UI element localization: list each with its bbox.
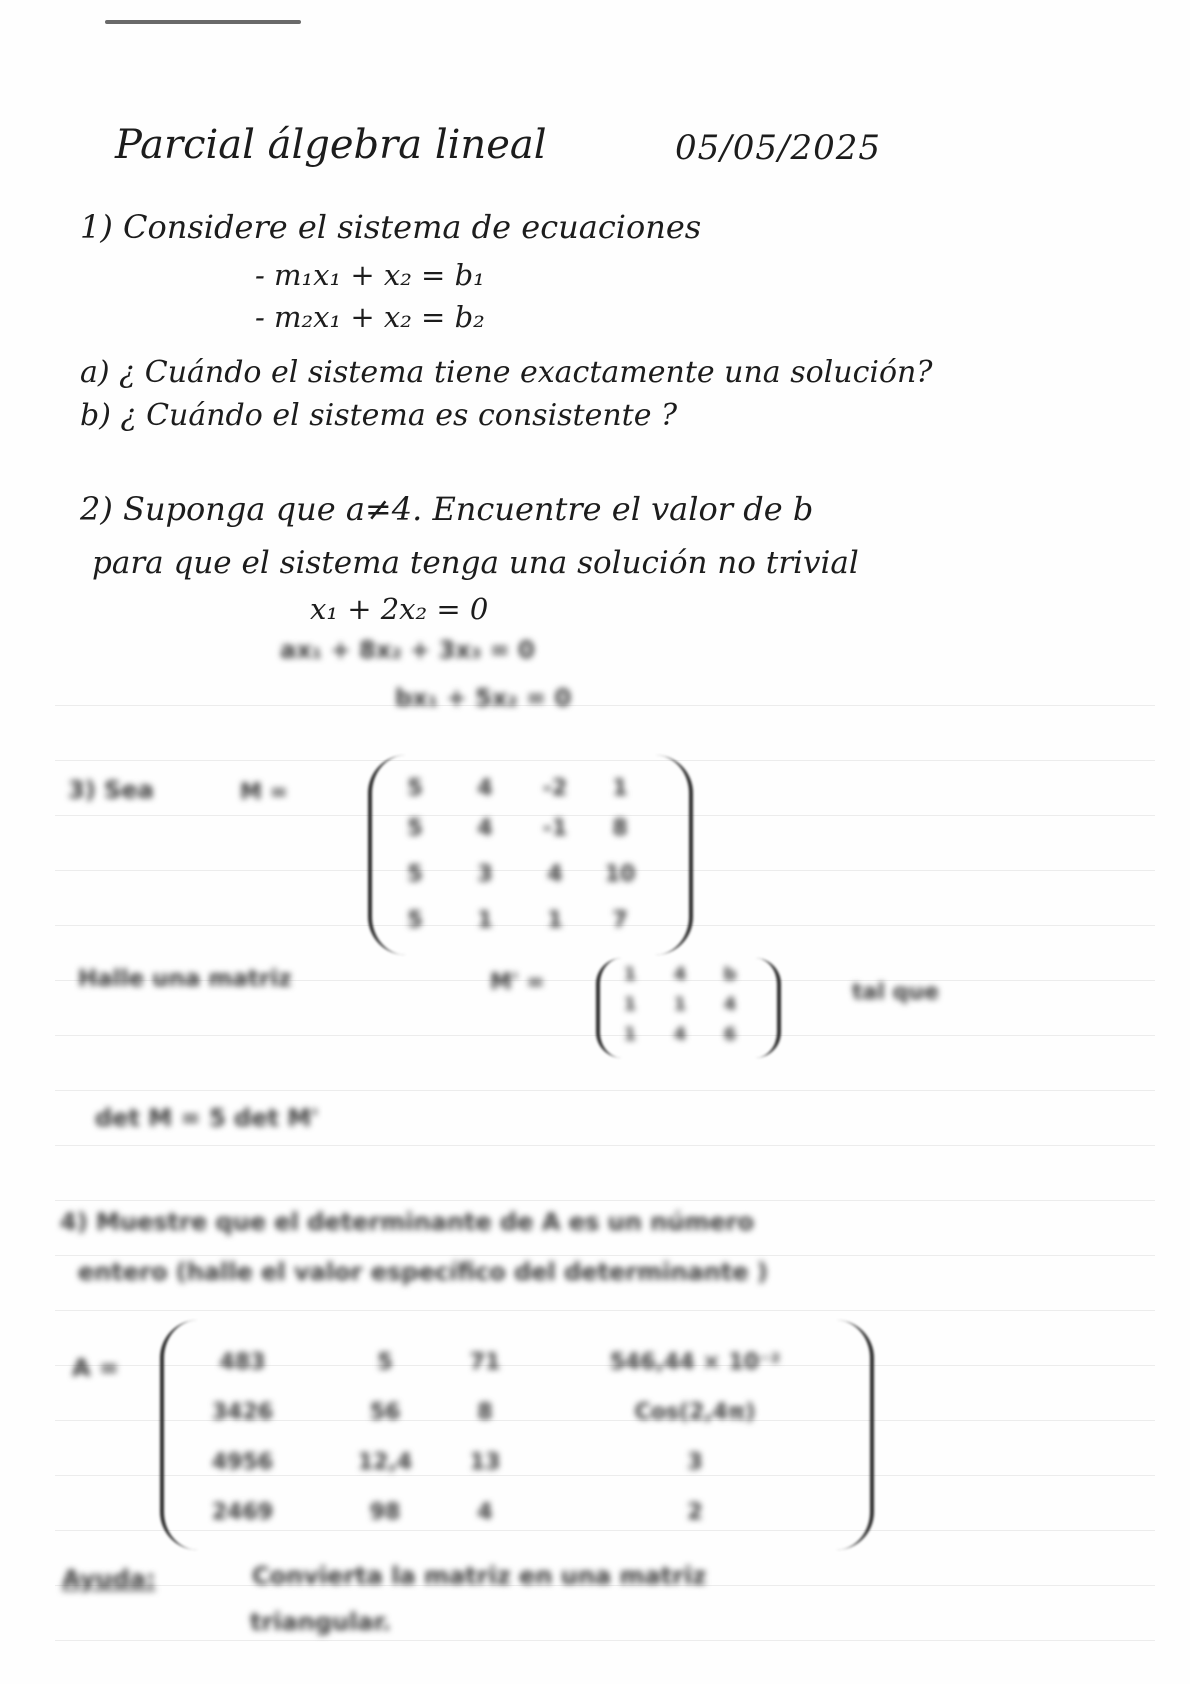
ruled-line [55,1475,1155,1476]
q3-such-that: tal que [852,980,939,1005]
matrix-cell: 1 [623,1024,637,1045]
matrix-cell: 56 [369,1400,401,1425]
q3-matrix-name: M = [240,780,288,805]
q3-m-prime-label: M' = [490,970,545,995]
matrix-cell: 7 [612,908,628,933]
ruled-line [55,1200,1155,1201]
matrix-cell: 5 [377,1350,393,1375]
matrix-cell: -2 [542,776,568,801]
matrix-cell: 6 [723,1024,737,1045]
q3-condition: det M = 5 det M' [95,1104,319,1132]
q2-line-2: para que el sistema tenga una solución no trivial [92,545,859,581]
q1-equation-1: - m₁x₁ + x₂ = b₁ [255,258,485,292]
ruled-line [55,1310,1155,1311]
q2-line-1: 2) Suponga que a≠4. Encuentre el valor de b [80,490,814,528]
matrix-cell: b [723,964,737,985]
matrix-cell: 5 [407,816,423,841]
matrix-cell: 12,4 [357,1450,413,1475]
matrix-cell: 4956 [211,1450,274,1475]
matrix-cell: 10 [604,862,636,887]
matrix-cell: 8 [477,1400,493,1425]
matrix-cell: 3 [687,1450,703,1475]
matrix-a-right-bracket [836,1320,874,1550]
ruled-line [55,705,1155,706]
matrix-cell: 3426 [211,1400,274,1425]
hint-line-2: triangular. [250,1608,392,1636]
q1-part-b: b) ¿ Cuándo el sistema es consistente ? [80,398,678,433]
matrix-cell: 2 [687,1500,703,1525]
q2-equation-2: ax₁ + 8x₂ + 3x₃ = 0 [280,636,535,664]
matrix-cell: 1 [547,908,563,933]
matrix-cell: 3 [477,862,493,887]
q4-matrix-label: A = [72,1354,120,1382]
hint-label: Ayuda: [62,1565,156,1593]
matrix-m-right-bracket [655,755,693,955]
ruled-line [55,1255,1155,1256]
matrix-cell: 4 [547,862,563,887]
matrix-cell: 5 [407,862,423,887]
matrix-cell: 4 [673,964,687,985]
q1-intro: 1) Considere el sistema de ecuaciones [80,208,702,246]
matrix-cell: 1 [477,908,493,933]
matrix-cell: 5 [407,776,423,801]
matrix-cell: 4 [723,994,737,1015]
matrix-cell: 546,44 × 10⁻² [609,1350,781,1375]
q3-label: 3) Sea [68,776,154,804]
q1-part-a: a) ¿ Cuándo el sistema tiene exactamente una solución? [80,355,933,390]
matrix-cell: 98 [369,1500,401,1525]
q2-equation-3: bx₁ + 5x₂ = 0 [395,684,572,712]
matrix-cell: 4 [477,816,493,841]
hint-line-1: Convierta la matriz en una matriz [252,1562,707,1590]
matrix-cell: 71 [469,1350,501,1375]
ruled-line [55,1145,1155,1146]
matrix-cell: 1 [612,776,628,801]
matrix-cell: 1 [623,994,637,1015]
q4-line-2: entero (halle el valor específico del determinante ) [78,1258,768,1286]
matrix-cell: 483 [219,1350,266,1375]
matrix-cell: Cos(2,4π) [634,1400,756,1425]
matrix-cell: 8 [612,816,628,841]
page-title: Parcial álgebra lineal [115,122,547,168]
q4-line-1: 4) Muestre que el determinante de A es un número [60,1208,754,1236]
exam-date: 05/05/2025 [675,128,881,168]
matrix-a-left-bracket [160,1320,198,1550]
matrix-cell: 13 [469,1450,501,1475]
q3-find-text: Halle una matriz [78,966,292,992]
matrix-cell: 4 [673,1024,687,1045]
matrix-cell: 1 [623,964,637,985]
q2-equation-1: x₁ + 2x₂ = 0 [310,592,489,626]
ruled-line [55,1530,1155,1531]
q1-equation-2: - m₂x₁ + x₂ = b₂ [255,300,485,334]
ruled-line [55,1640,1155,1641]
matrix-cell: -1 [542,816,568,841]
matrix-cell: 4 [477,1500,493,1525]
matrix-cell: 2469 [211,1500,274,1525]
matrix-m-prime-right-bracket [755,958,781,1058]
ruled-line [55,1090,1155,1091]
matrix-cell: 4 [477,776,493,801]
ruled-line [55,760,1155,761]
page-top-edge [105,20,301,24]
matrix-cell: 1 [673,994,687,1015]
matrix-cell: 5 [407,908,423,933]
